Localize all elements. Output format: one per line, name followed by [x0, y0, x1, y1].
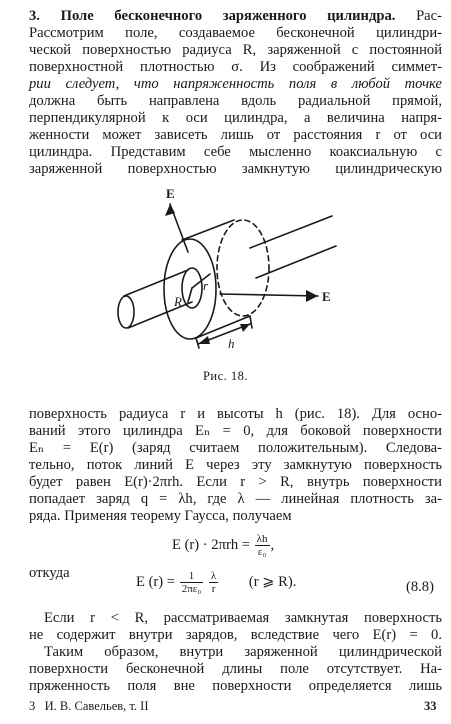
formula2-num2: λ — [210, 570, 217, 582]
paragraph-line: должна быть направлена вдоль радиальной прямой, — [29, 93, 442, 109]
paragraph-line: рии следует, что напряженность поля в любой точке — [29, 76, 442, 92]
formula-field — [136, 570, 296, 595]
paragraph-line: Таким образом, внутри заряженной цилиндрической — [44, 644, 442, 660]
heading-tail: Рас- — [416, 8, 442, 24]
formula-gauss — [172, 533, 274, 558]
label-h: h — [228, 336, 235, 351]
label-E-right: E — [322, 289, 331, 304]
otkuda-word: откуда — [29, 565, 70, 581]
paragraph-line: женности может зависеть лишь от расстояния r от оси — [29, 127, 442, 143]
paragraph-line: Если r < R, рассматриваемая замкнутая поверхность — [44, 610, 442, 626]
formula1-lhs: E (r) · 2πrh = — [172, 536, 250, 553]
paragraph-line: пряженность поля вне поверхности определяется лишь — [29, 678, 442, 694]
cylinder-figure — [100, 178, 340, 368]
formula1-tail: , — [270, 536, 275, 553]
paragraph-line: Рассмотрим поле, создаваемое бесконечной цилиндри- — [29, 25, 442, 41]
E-arrow-right-line — [220, 294, 318, 296]
page-number: 33 — [424, 699, 437, 713]
arrow-head-right — [306, 290, 318, 302]
paragraph-line: поверхность радиуса r и высоты h (рис. 18). Для осно- — [29, 406, 442, 422]
equation-number: (8.8) — [406, 579, 434, 595]
gauss-back-face — [217, 220, 269, 316]
figure-caption: Рис. 18. — [202, 369, 249, 383]
formula2-condition: (r ⩾ R). — [248, 573, 297, 590]
paragraph-line: ческой поверхностью радиуса R, заряженной с постоянной — [29, 42, 442, 58]
formula2-num1: 1 — [180, 570, 204, 583]
cylinder-edge-top-left — [124, 270, 188, 296]
radius-R-line — [188, 288, 192, 302]
cylinder-edge-bottom-left — [128, 302, 192, 328]
footer-signature: 3 И. В. Савельев, т. II — [29, 699, 149, 713]
paragraph-line: ваний этого цилиндра Eₙ = 0, для боковой поверхности — [29, 423, 442, 439]
paragraph-line: будет равен E(r)·2πrh. Если r > R, внутрь поверхности — [29, 474, 442, 490]
formula1-numerator: λh — [256, 533, 268, 545]
cylinder-left-end — [118, 296, 134, 328]
paragraph-line: поверхности бесконечной длины поле отсутствует. На- — [29, 661, 442, 677]
paragraph-line: ряда. Применяя теорему Гаусса, получаем — [29, 508, 292, 524]
label-R: R — [174, 294, 182, 309]
formula1-fraction — [255, 533, 270, 558]
formula2-den2: r — [211, 583, 216, 595]
paragraph-line: тельно, поток линий E через эту замкнутую поверхность — [29, 457, 442, 473]
label-E-top: E — [166, 186, 175, 201]
formula1-denominator: ε₀ — [257, 546, 267, 558]
formula2-fraction-2 — [209, 570, 218, 595]
paragraph-line: попадает заряд q = λh, где λ — линейная плотность за- — [29, 491, 442, 507]
formula2-lhs: E (r) = — [136, 573, 176, 590]
paragraph-line: заряженной поверхностью замкнутую цилиндрическую — [29, 161, 442, 177]
gauss-front-face — [164, 239, 216, 339]
formula2-fraction-1 — [180, 570, 204, 595]
paragraph-line: поверхностной плотностью σ. Из соображений симмет- — [29, 59, 442, 75]
paragraph-line: не содержит внутри зарядов, вследствие чего E(r) = 0. — [29, 627, 442, 643]
formula2-den1: 2πε₀ — [181, 583, 202, 595]
paragraph-line: Eₙ = E(r) (заряд считаем положительным). Следова- — [29, 440, 442, 456]
cylinder-edge-top-right — [250, 216, 332, 248]
section-heading-line — [29, 8, 442, 25]
paragraph-line: цилиндра. Представим себе мысленно коаксиальную с — [29, 144, 442, 160]
paragraph-line: перпендикулярной к оси цилиндра, а величина напря- — [29, 110, 442, 126]
label-r: r — [203, 278, 209, 293]
section-heading: 3. Поле бесконечного заряженного цилиндра. — [29, 8, 396, 24]
